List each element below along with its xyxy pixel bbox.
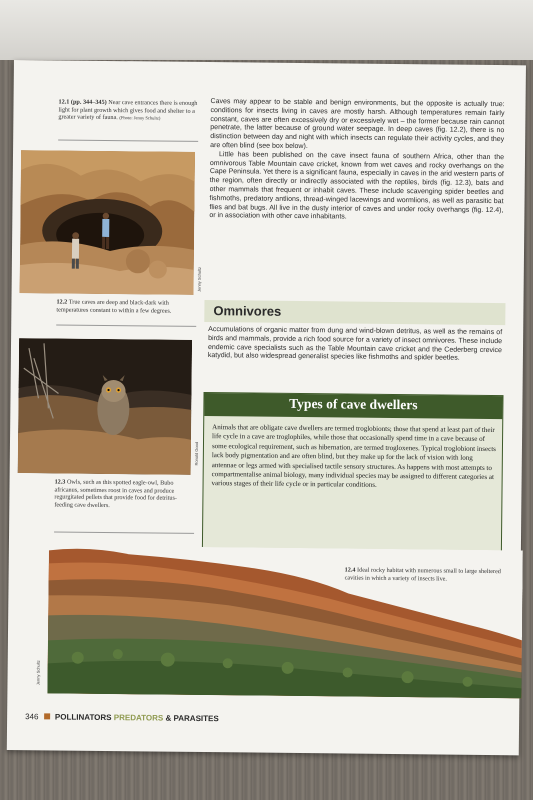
caption-12-2 <box>56 298 196 315</box>
square-bullet-icon <box>44 713 50 719</box>
caption-text: Near cave entrances there is enough light for plant growth which gives food and shelter to a greater variety of fauna. <box>58 98 198 122</box>
photo-credit-vertical: Ronald Good <box>193 441 200 466</box>
caption-12-4 <box>345 566 505 583</box>
caption-number: 12.1 (pp. 344–345) <box>58 98 107 106</box>
caption-number: 12.4 <box>344 566 356 574</box>
body-text <box>209 98 504 224</box>
paragraph: Little has been published on the cave insect fauna of southern Africa, other than the omnivorous Table Mountain cave cricket, known from wet caves and rocky overhangs on the Cape Peninsula. Yet there is a significant fauna, especially in caves in the arid western parts of the region, often directly or indirectly associated with the reptiles, birds (fig. 12.3), bats and other mammals that frequent or inhabit caves. These include scavenging spider beetles and fishmoths, predatory antlions, thread-winged lacewings and wormlions, as well as parasitic bat flies and bat bugs. All live in the dusty interior of caves and under rocky overhangs (fig. 12.4), or in association with other cave inhabitants. <box>209 150 505 221</box>
section-heading-text: Omnivores <box>213 303 282 319</box>
box-heading: Types of cave dwellers <box>289 395 418 413</box>
paragraph: Accumulations of organic matter from dung and wind-blown detritus, as well as the remains of birds and mammals, provide a rich food source for a variety of insect omnivores. These include endemic cave specialists such as the Table Mountain cave cricket and the Cederberg crevice katydid, but also widespread generalist species like fishmoths and spider beetles. <box>207 326 503 363</box>
sidebar-box-cave-dwellers <box>202 392 504 559</box>
box-text: Animals that are obligate cave dwellers are termed troglobionts; those that spend at least part of their life cycle in a cave are troglophiles, while those that occasionally spend time in a cave because of some ecological requirement, such as hibernation, are termed trogloxenes. Typical troglobiont insects lack body pigmentation and are often blind, but they make up for the lack of vision with long antennae or legs armed with specialised tactile sensory structures. As happens with most attempts to compartmentalise animal biology, many individual species may be assigned to different categories at various stages of their life cycle or in particular conditions. <box>211 423 496 490</box>
divider <box>56 324 196 326</box>
divider <box>58 139 198 141</box>
photo-cave-entrance <box>20 150 195 295</box>
box-heading-bar <box>204 393 502 419</box>
caption-number: 12.2 <box>56 298 68 306</box>
footer-word-predators: PREDATORS <box>113 713 164 723</box>
divider <box>54 531 194 533</box>
photo-credit-vertical: Jenny Schultz <box>35 660 41 686</box>
page-number: 346 <box>25 712 39 722</box>
book-page <box>7 60 526 755</box>
paragraph: Caves may appear to be stable and benign environments, but the opposite is actually true: conditions for insects living in caves are mostly harsh. Although temperatures remain fairly constant, caves are often excessively dry or excessively wet – the former because rain cannot penetrate, the latter because of ground water seepage. In deep caves (fig. 12.2), there is no distinction between day and night with which insects can regulate their activity cycles, and they are often blind (see box below). <box>210 98 505 151</box>
caption-12-1 <box>58 98 198 122</box>
footer-word-pollinators: POLLINATORS <box>54 712 112 723</box>
photo-credit-vertical: Jenny Schultz <box>196 266 202 292</box>
section-heading-omnivores <box>204 300 505 325</box>
caption-text: True caves are deep and black-dark with temperatures constant to within a few degrees. <box>56 298 172 315</box>
caption-text: Owls, such as this spotted eagle-owl, Bubo africanus, sometimes roost in caves and produce regurgitated pellets that provide food for detritus-feeding cave dwellers. <box>54 478 178 509</box>
photo-spotted-eagle-owl <box>18 338 192 475</box>
page-footer <box>25 712 219 723</box>
photo-credit: (Photo: Jenny Schultz) <box>119 115 161 121</box>
caption-12-3 <box>54 478 194 510</box>
footer-ampersand: & <box>165 713 172 723</box>
omnivores-text <box>208 326 502 364</box>
caption-number: 12.3 <box>54 478 66 486</box>
caption-text: Ideal rocky habitat with numerous small to large sheltered cavities in which a variety of insects live. <box>344 566 501 583</box>
footer-word-parasites: PARASITES <box>173 713 219 724</box>
